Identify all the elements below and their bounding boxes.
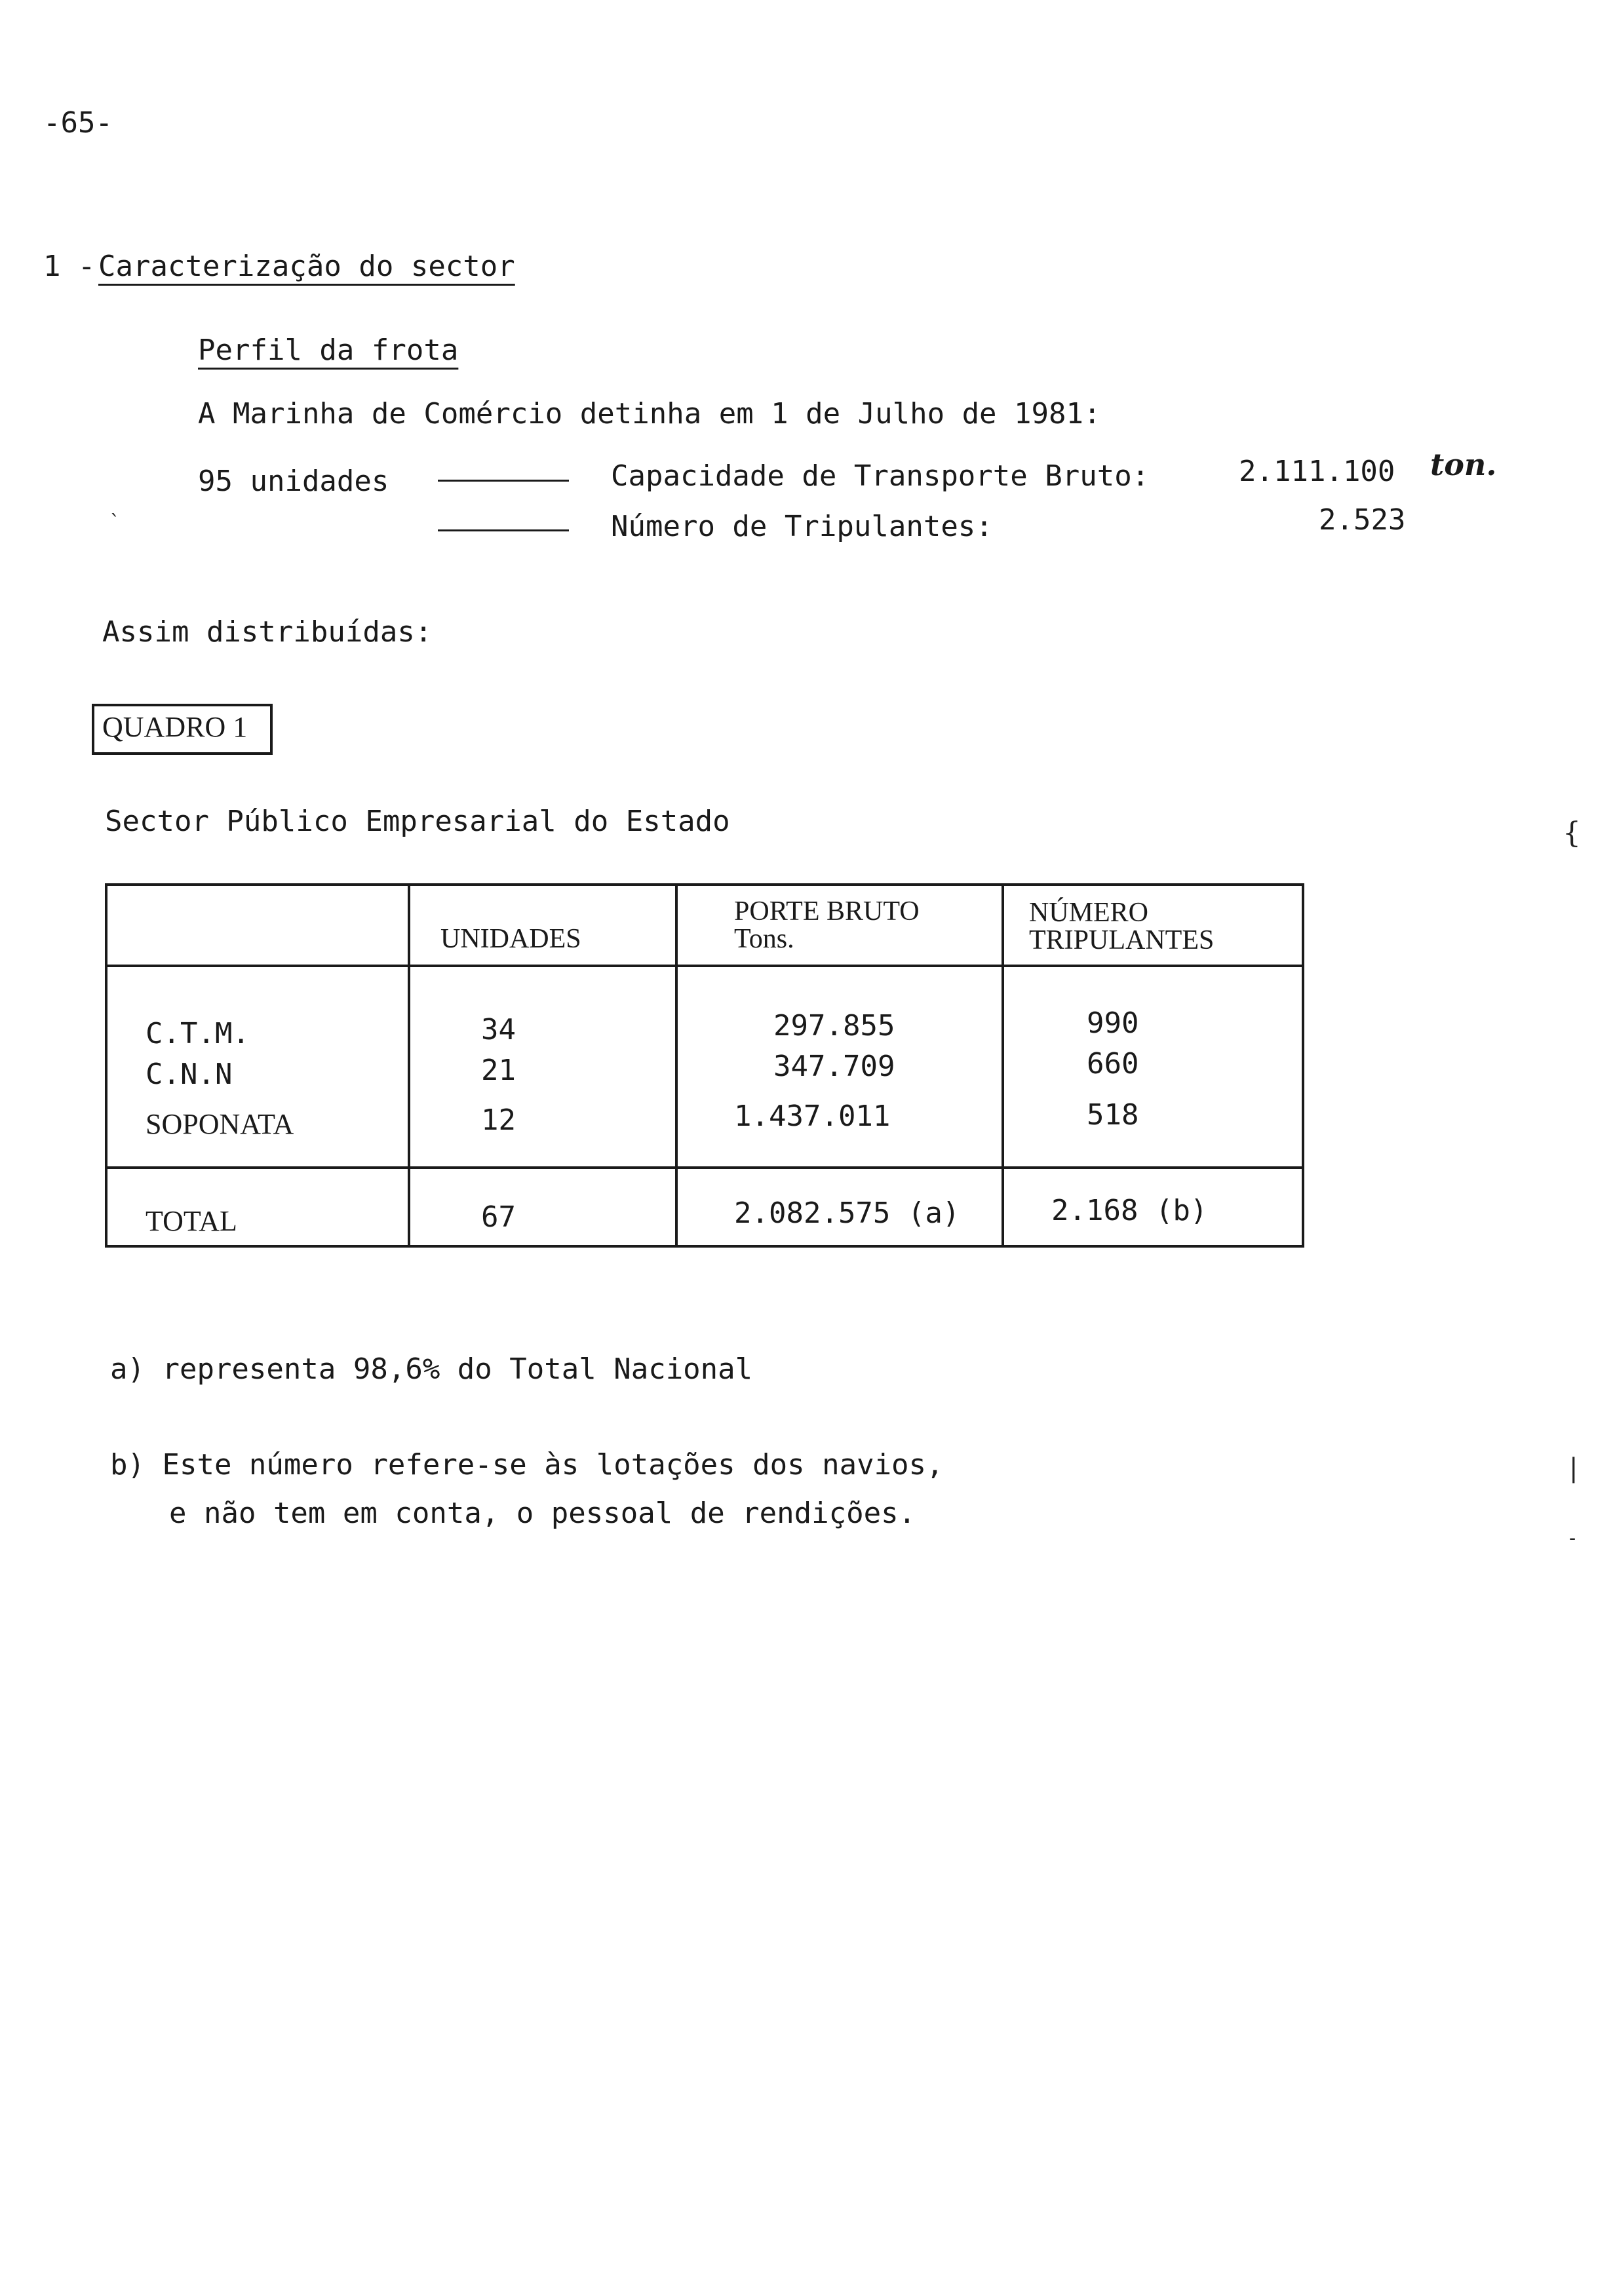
total-name: TOTAL (146, 1205, 237, 1237)
table-border-left (105, 883, 107, 1248)
stray-mark: ` (110, 511, 120, 534)
fleet-units: 95 unidades (198, 465, 389, 498)
table-border-bottom (105, 1245, 1304, 1248)
section-number: 1 - (43, 250, 96, 283)
section-title: Caracterização do sector (98, 250, 515, 283)
header-porte-line1: PORTE BRUTO (734, 896, 920, 927)
row-name: SOPONATA (146, 1108, 294, 1140)
capacity-unit-handwritten: ton. (1430, 447, 1497, 482)
crew-value: 2.523 (1319, 503, 1406, 537)
table-header-rule (105, 965, 1304, 967)
crew-label: Número de Tripulantes: (611, 510, 993, 543)
intro-text: A Marinha de Comércio detinha em 1 de Julho de 1981: (198, 397, 1101, 430)
capacity-value: 2.111.100 (1239, 455, 1395, 488)
row-porte: 347.709 (773, 1050, 895, 1083)
total-crew: 2.168 (b) (1051, 1194, 1208, 1227)
row-units: 12 (481, 1103, 516, 1137)
table-label: QUADRO 1 (102, 711, 248, 743)
header-porte-line2: Tons. (734, 924, 794, 954)
subtitle: Perfil da frota (198, 334, 459, 367)
header-crew-line1: NÚMERO (1029, 898, 1149, 928)
header-units: UNIDADES (440, 924, 581, 954)
header-crew-line2: TRIPULANTES (1029, 925, 1215, 955)
table-total-rule (105, 1166, 1304, 1169)
capacity-label: Capacidade de Transporte Bruto: (611, 459, 1150, 493)
table-col-divider (408, 883, 410, 1248)
margin-mark: - (1569, 1527, 1576, 1550)
row-crew: 518 (1087, 1098, 1139, 1132)
note-b-line2: e não tem em conta, o pessoal de rendições. (169, 1497, 916, 1530)
total-units: 67 (481, 1200, 516, 1234)
total-porte: 2.082.575 (a) (734, 1196, 960, 1230)
dash-line (438, 480, 569, 482)
table-col-divider (1002, 883, 1004, 1248)
note-b-line1: b) Este número refere-se às lotações dos navios, (110, 1448, 944, 1482)
row-name: C.T.M. (146, 1017, 250, 1050)
dash-line (438, 529, 569, 531)
table-col-divider (675, 883, 678, 1248)
table-border-right (1302, 883, 1304, 1248)
table-border-top (105, 883, 1304, 886)
row-name: C.N.N (146, 1058, 233, 1091)
table-title: Sector Público Empresarial do Estado (105, 805, 730, 838)
row-crew: 990 (1087, 1006, 1139, 1040)
row-units: 34 (481, 1013, 516, 1046)
row-units: 21 (481, 1054, 516, 1087)
distributed-label: Assim distribuídas: (102, 615, 433, 649)
page-number: -65- (43, 106, 113, 140)
margin-mark: { (1563, 816, 1581, 850)
margin-mark: | (1569, 1453, 1578, 1483)
row-crew: 660 (1087, 1047, 1139, 1081)
row-porte: 297.855 (773, 1009, 895, 1043)
note-a: a) representa 98,6% do Total Nacional (110, 1352, 753, 1386)
row-porte: 1.437.011 (734, 1100, 891, 1133)
table-label-box (92, 704, 273, 755)
